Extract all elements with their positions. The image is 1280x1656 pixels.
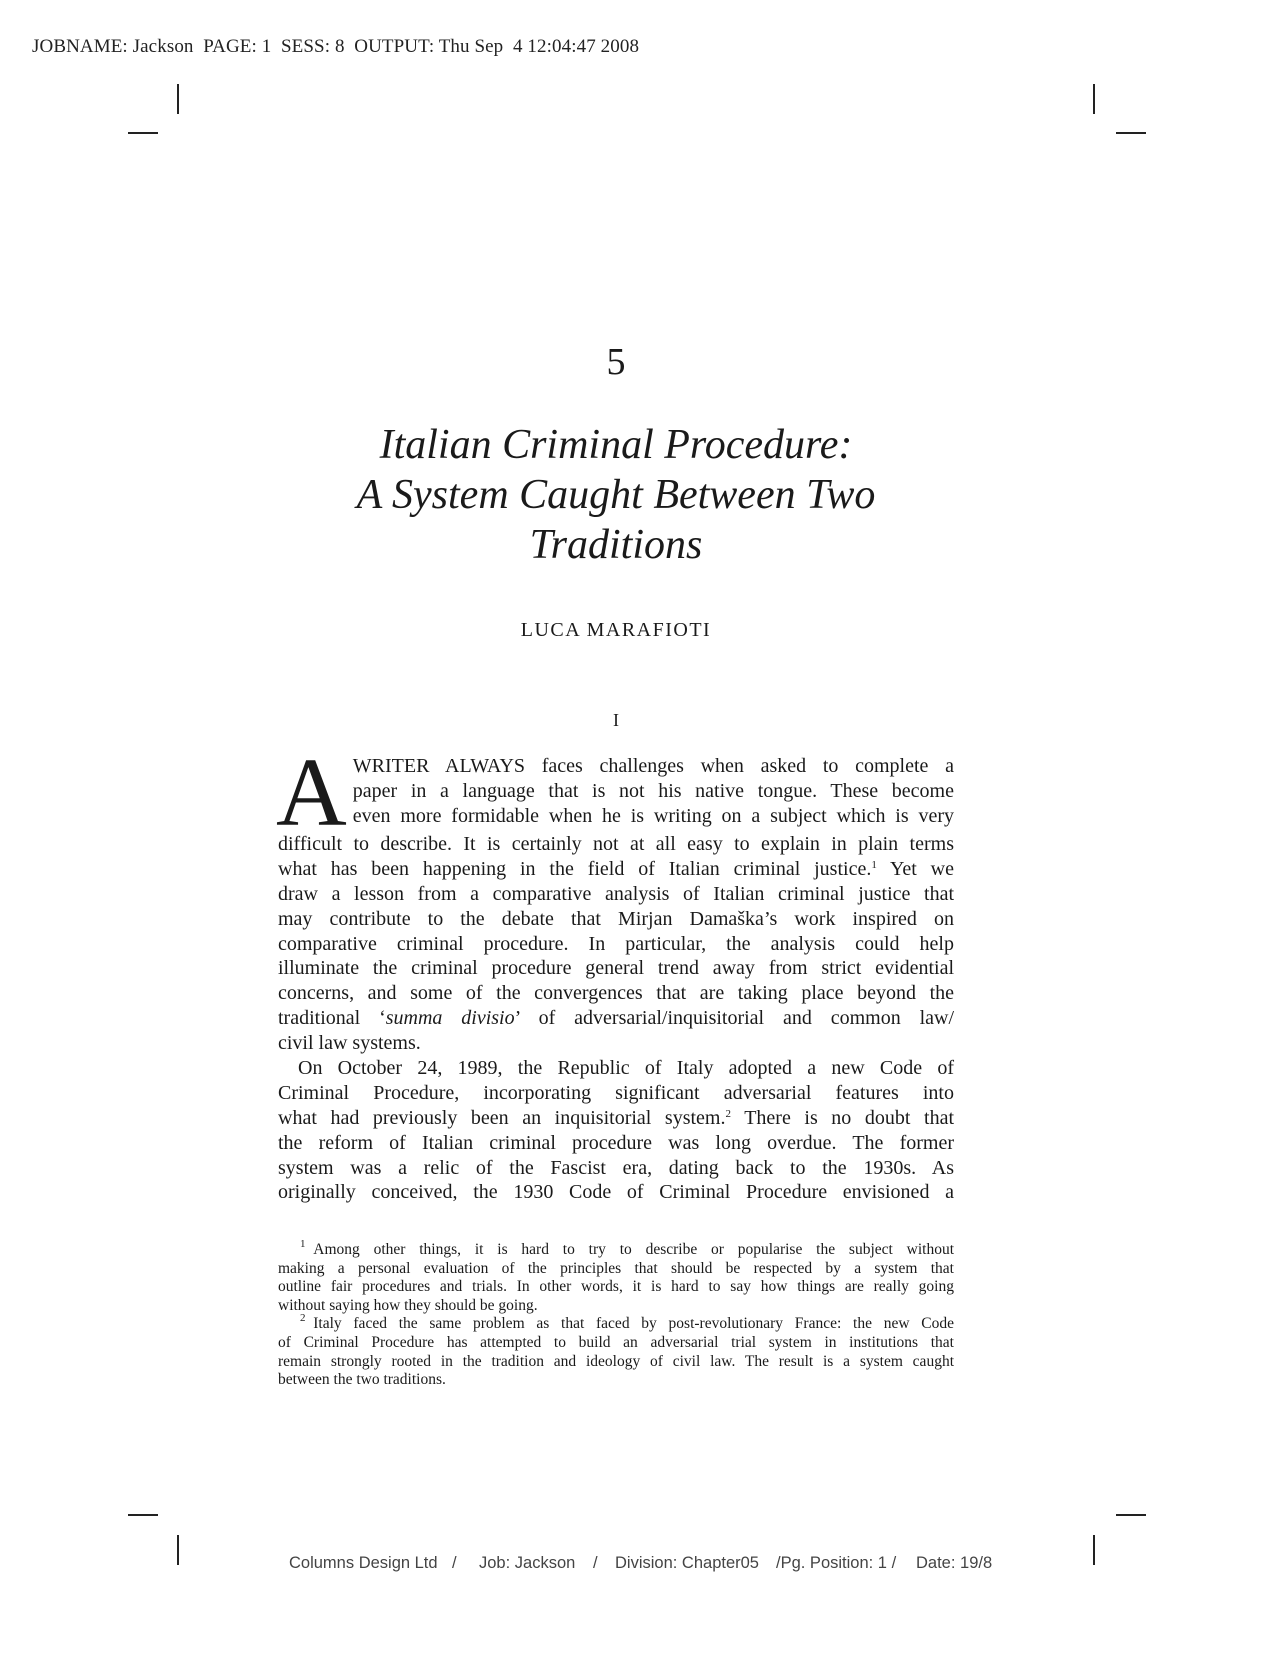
footer-date: Date: 19/8 [916,1554,993,1572]
footer-separator: / [452,1554,457,1572]
crop-mark-bottom-right-horizontal [1116,1514,1146,1516]
crop-mark-top-right-vertical [1093,84,1095,114]
chapter-title [0,420,1232,570]
text-line: concerns, and some of the convergences that are taking place beyond the [278,982,954,1005]
footnotes [278,1238,954,1390]
chapter-title-line: Italian Criminal Procedure: [379,422,853,468]
text-line: Criminal Procedure, incorporating significant adversarial features into [278,1081,954,1104]
text-line: even more formidable when he is writing on a subject which is very [352,804,954,827]
text-run: what had previously been an inquisitorial system. [278,1106,726,1129]
body-text [276,739,955,1205]
paragraph-1 [276,739,955,1056]
text-line: WRITER ALWAYS faces challenges when asked to complete a [352,755,954,777]
text-line: draw a lesson from a comparative analysis of Italian criminal justice that [278,882,954,905]
author-name: LUCA MARAFIOTI [520,619,712,641]
text-line [278,857,954,882]
text-run: Italy faced the same problem as that faced by post-revolutionary France: the new Code [313,1315,954,1333]
footer-separator: / [593,1554,598,1572]
text-line: paper in a language that is not his native tongue. These become [352,779,954,802]
footnote-ref-2: 2 [725,1107,731,1120]
footnote-2 [278,1312,954,1389]
text-run: traditional ‘ [278,1007,386,1030]
crop-mark-top-right-horizontal [1116,132,1146,134]
text-run: ’ of adversarial/inquisitorial and common law/ [514,1007,955,1030]
footnote-1 [278,1238,954,1315]
footnote-line: between the two traditions. [278,1371,446,1389]
text-line: may contribute to the debate that Mirjan Damaška’s work inspired on [278,907,954,930]
footnote-line: remain strongly rooted in the tradition and ideology of civil law. The result is a system caught [278,1352,954,1370]
footer-position: /Pg. Position: 1 / [776,1554,897,1572]
crop-mark-top-left-horizontal [128,132,158,134]
text-line: civil law systems. [278,1032,421,1055]
footnote-mark: 2 [300,1312,306,1325]
section-number: I [613,710,619,730]
text-line: comparative criminal procedure. In particular, the analysis could help [278,932,954,955]
text-run: Among other things, it is hard to try to describe or popularise the subject without [313,1241,954,1258]
footer-company: Columns Design Ltd [289,1554,438,1572]
footnote-line: outline fair procedures and trials. In other words, it is hard to say how things are really going [278,1278,954,1296]
italic-term: summa divisio [385,1007,515,1030]
footnote-line: of Criminal Procedure has attempted to build an adversarial trial system in institutions that [278,1333,954,1351]
text-run: what has been happening in the field of Italian criminal justice. [278,857,872,880]
crop-mark-top-left-vertical [177,84,179,114]
footnote-ref-1: 1 [871,858,877,871]
text-line: originally conceived, the 1930 Code of Criminal Procedure envisioned a [278,1181,954,1204]
footnote-mark: 1 [300,1238,306,1250]
text-line: difficult to describe. It is certainly not at all easy to explain in plain terms [278,833,954,855]
footer-job: Job: Jackson [479,1554,576,1572]
crop-mark-bottom-right-vertical [1093,1535,1095,1565]
text-run: There is no doubt that [730,1106,955,1129]
crop-mark-bottom-left-horizontal [128,1514,158,1516]
chapter-title-line: Traditions [529,522,703,568]
text-line: illuminate the criminal procedure general trend away from strict evidential [278,957,954,980]
footer-division: Division: Chapter05 [615,1554,759,1572]
paragraph-2 [278,1056,954,1205]
chapter-number: 5 [606,341,626,383]
chapter-title-line: A System Caught Between Two [356,472,876,518]
footnote-line: making a personal evaluation of the principles that should be respected by a system that [278,1259,954,1277]
drop-cap: A [276,739,347,847]
footnote-line [278,1312,954,1334]
job-info-header: JOBNAME: Jackson PAGE: 1 SESS: 8 OUTPUT: Thu Sep 4 12:04:47 2008 [32,36,640,57]
text-line [278,1106,954,1131]
crop-mark-bottom-left-vertical [177,1535,179,1565]
text-line: the reform of Italian criminal procedure was long overdue. The former [278,1131,954,1154]
text-line [278,1006,954,1031]
text-line: system was a relic of the Fascist era, dating back to the 1930s. As [278,1156,954,1179]
footnote-line [278,1238,954,1260]
footnote-line: without saying how they should be going. [278,1296,538,1314]
text-run: Yet we [876,857,954,880]
text-line: On October 24, 1989, the Republic of Italy adopted a new Code of [298,1057,954,1080]
